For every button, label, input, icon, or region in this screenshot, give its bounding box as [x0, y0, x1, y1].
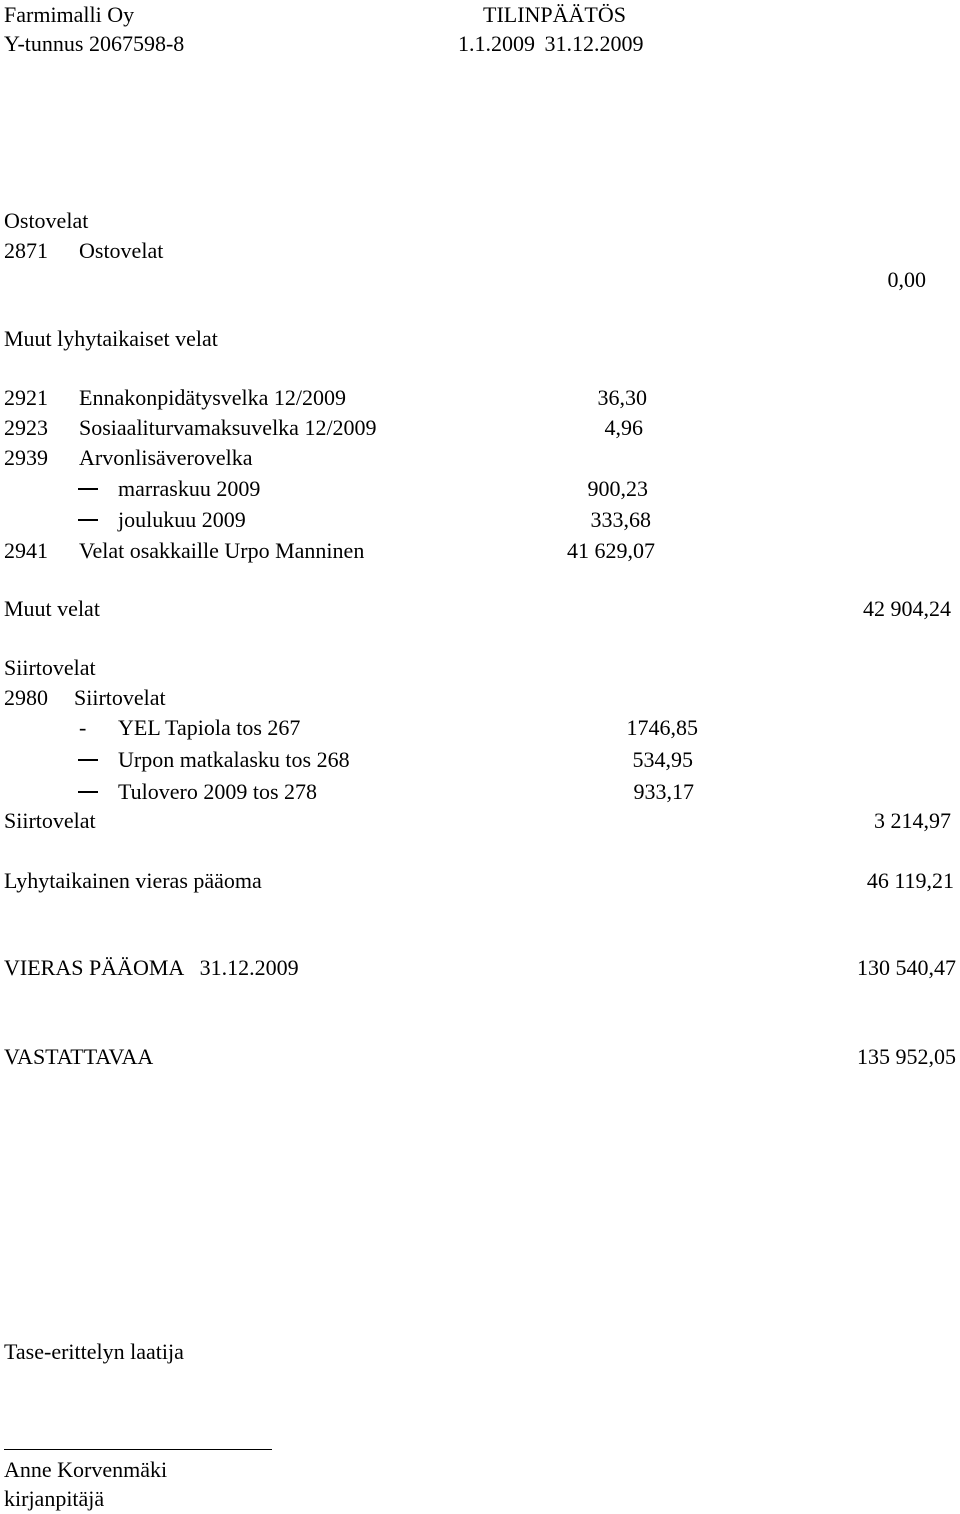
siirtovelat-item-label: Tulovero 2009 tos 278	[118, 779, 318, 804]
muut-heading: Muut lyhytaikaiset velat	[4, 326, 218, 351]
account-label: Ennakonpidätysvelka 12/2009	[79, 385, 347, 410]
business-id: Y-tunnus 2067598-8	[4, 31, 185, 56]
item-marker: -	[79, 715, 87, 740]
account-amount: 41 629,07	[567, 538, 655, 563]
prepared-by-label: Tase-erittelyn laatija	[4, 1339, 184, 1364]
preparer-role: kirjanpitäjä	[4, 1486, 105, 1511]
period: 1.1.2009 31.12.2009	[458, 31, 644, 56]
siirtovelat-code: 2980	[4, 685, 48, 710]
account-label: Arvonlisäverovelka	[79, 445, 253, 470]
account-amount: 36,30	[597, 385, 647, 410]
signature-line	[4, 1449, 272, 1450]
account-code: 2939	[4, 445, 48, 470]
ostovelat-heading: Ostovelat	[4, 208, 89, 233]
account-amount: 4,96	[604, 415, 643, 440]
siirtovelat-total-label: Siirtovelat	[4, 808, 96, 833]
preparer-name: Anne Korvenmäki	[4, 1457, 168, 1482]
company-name: Farmimalli Oy	[4, 2, 135, 27]
account-code: 2941	[4, 538, 48, 563]
sub-item-label: joulukuu 2009	[118, 507, 246, 532]
siirtovelat-item-label: YEL Tapiola tos 267	[118, 715, 301, 740]
ostovelat-code: 2871	[4, 238, 48, 263]
dash-bullet	[78, 759, 98, 761]
siirtovelat-heading: Siirtovelat	[4, 655, 96, 680]
siirtovelat-item-amount: 933,17	[633, 779, 694, 804]
siirtovelat-total: 3 214,97	[874, 808, 951, 833]
dash-bullet	[78, 519, 98, 521]
ostovelat-total: 0,00	[887, 267, 926, 292]
vieras-paaoma-label: VIERAS PÄÄOMA 31.12.2009	[4, 955, 299, 980]
sub-item-label: marraskuu 2009	[118, 476, 261, 501]
siirtovelat-item-label: Urpon matkalasku tos 268	[118, 747, 350, 772]
siirtovelat-item-amount: 534,95	[632, 747, 693, 772]
dash-bullet	[78, 488, 98, 490]
muut-total-label: Muut velat	[4, 596, 100, 621]
lyhytaikainen-total: 46 119,21	[866, 868, 954, 893]
account-label: Velat osakkaille Urpo Manninen	[79, 538, 365, 563]
account-label: Sosiaaliturvamaksuvelka 12/2009	[79, 415, 377, 440]
ostovelat-label: Ostovelat	[79, 238, 164, 263]
muut-total: 42 904,24	[863, 596, 951, 621]
lyhytaikainen-label: Lyhytaikainen vieras pääoma	[4, 868, 262, 893]
vastattavaa-total: 135 952,05	[857, 1044, 956, 1069]
sub-item-amount: 333,68	[590, 507, 651, 532]
siirtovelat-item-amount: 1746,85	[626, 715, 698, 740]
document-title: TILINPÄÄTÖS	[483, 2, 626, 27]
vastattavaa-label: VASTATTAVAA	[4, 1044, 154, 1069]
account-code: 2921	[4, 385, 48, 410]
siirtovelat-label: Siirtovelat	[74, 685, 166, 710]
dash-bullet	[78, 791, 98, 793]
account-code: 2923	[4, 415, 48, 440]
sub-item-amount: 900,23	[587, 476, 648, 501]
vieras-paaoma-total: 130 540,47	[857, 955, 956, 980]
